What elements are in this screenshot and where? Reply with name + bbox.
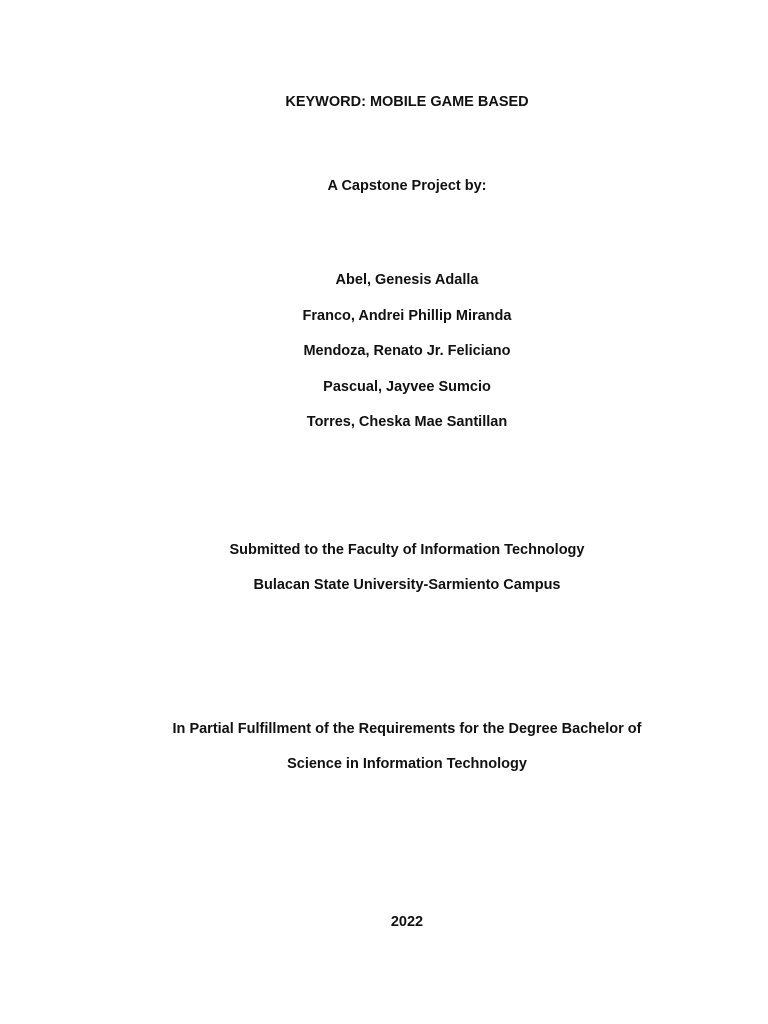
- fulfillment-line: Science in Information Technology: [287, 756, 527, 772]
- submission-university: Bulacan State University-Sarmiento Campus: [253, 577, 561, 593]
- fulfillment-line: In Partial Fulfillment of the Requirements for the Degree Bachelor of: [172, 721, 642, 737]
- author-name: Torres, Cheska Mae Santillan: [306, 414, 508, 430]
- author-name: Pascual, Jayvee Sumcio: [323, 379, 491, 395]
- author-name: Mendoza, Renato Jr. Feliciano: [303, 343, 511, 359]
- author-name: Abel, Genesis Adalla: [335, 272, 479, 288]
- capstone-byline: A Capstone Project by:: [327, 178, 487, 194]
- author-name: Franco, Andrei Phillip Miranda: [302, 308, 512, 324]
- submission-faculty: Submitted to the Faculty of Information Technology: [229, 542, 585, 558]
- keyword-heading: KEYWORD: MOBILE GAME BASED: [285, 94, 529, 110]
- year: 2022: [390, 914, 424, 930]
